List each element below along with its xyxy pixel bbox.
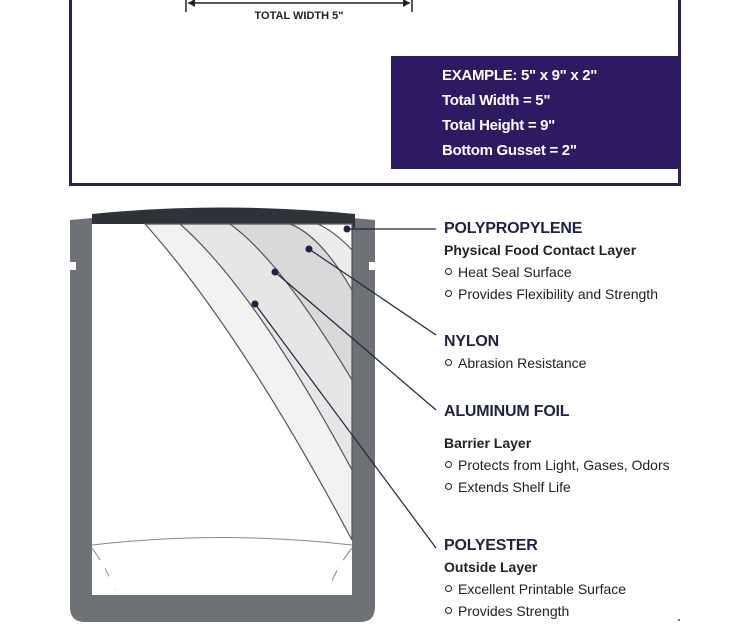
- polyester-subtitle: Outside Layer: [444, 559, 538, 575]
- example-title: EXAMPLE: 5" x 9" x 2": [442, 67, 598, 84]
- polyester-bullet: Excellent Printable Surface: [444, 578, 626, 600]
- polyester-title: POLYESTER: [444, 537, 538, 554]
- right-tear-notch: [369, 262, 375, 270]
- polypropylene-bullet: Heat Seal Surface: [444, 261, 658, 283]
- bottom-gusset: [92, 538, 352, 596]
- polypropylene-title: POLYPROPYLENE: [444, 220, 583, 237]
- layer-nylon: [444, 332, 586, 374]
- nylon-title: NYLON: [444, 333, 500, 350]
- layer-polypropylene: [444, 219, 658, 305]
- bullet-icon: [445, 268, 452, 275]
- layer-aluminum-foil: [444, 402, 670, 498]
- bullet-icon: [445, 290, 452, 297]
- bullet-icon: [445, 607, 452, 614]
- total-width-label: TOTAL WIDTH 5": [254, 10, 344, 22]
- left-tear-notch: [70, 262, 76, 270]
- polyester-bullet: Provides Strength: [444, 600, 626, 622]
- layer-polyester: [444, 536, 626, 622]
- aluminum-foil-subtitle: Barrier Layer: [444, 435, 532, 451]
- bullet-icon: [445, 461, 452, 468]
- example-height: Total Height = 9": [442, 117, 555, 134]
- bullet-icon: [445, 483, 452, 490]
- stray-mark: [678, 619, 680, 621]
- nylon-bullet: Abrasion Resistance: [444, 352, 586, 374]
- example-gusset: Bottom Gusset = 2": [442, 142, 577, 159]
- example-width: Total Width = 5": [442, 92, 551, 109]
- polypropylene-subtitle: Physical Food Contact Layer: [444, 242, 637, 258]
- bullet-icon: [445, 585, 452, 592]
- aluminum-foil-bullet: Protects from Light, Gases, Odors: [444, 454, 670, 476]
- bullet-icon: [445, 359, 452, 366]
- aluminum-foil-bullet: Extends Shelf Life: [444, 476, 670, 498]
- polypropylene-bullet: Provides Flexibility and Strength: [444, 283, 658, 305]
- aluminum-foil-title: ALUMINUM FOIL: [444, 403, 570, 420]
